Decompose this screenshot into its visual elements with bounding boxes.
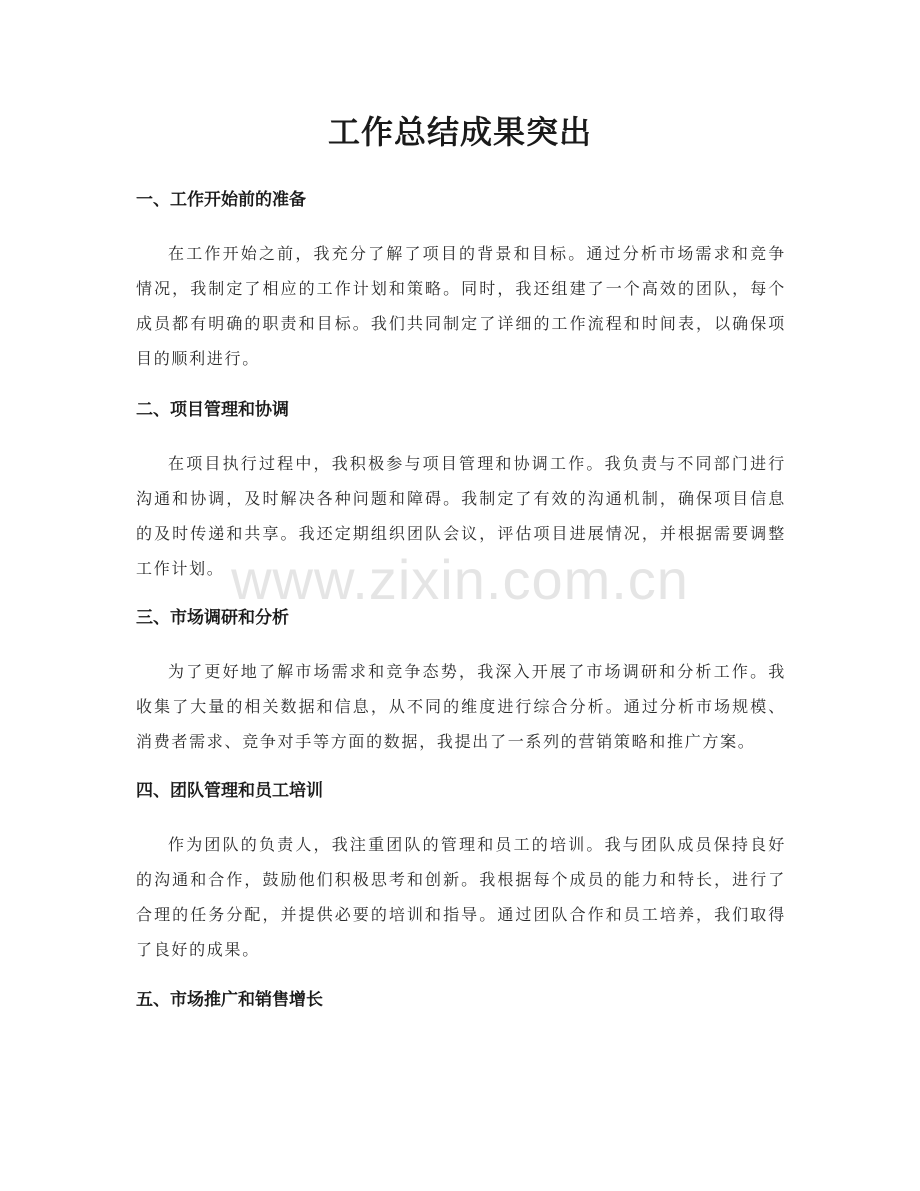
section-heading: 二、项目管理和协调 [136,400,289,420]
watermark: www.zixin.com.cn [231,548,689,611]
section-project-management [136,397,786,586]
section-market-research [136,605,786,759]
section-paragraph: 在工作开始之前，我充分了解了项目的背景和目标。通过分析市场需求和竞争情况，我制定了相应的工作计划和策略。同时，我还组建了一个高效的团队，每个成员都有明确的职责和目标。我们共同制定了详细的工作流程和时间表，以确保项目的顺利进行。 [136,244,786,368]
section-marketing-sales [136,987,786,1013]
section-heading: 五、市场推广和销售增长 [136,990,323,1010]
section-team-management [136,778,786,967]
section-work-preparation [136,187,786,376]
section-heading: 一、工作开始前的准备 [136,190,306,210]
section-paragraph: 在项目执行过程中，我积极参与项目管理和协调工作。我负责与不同部门进行沟通和协调，及时解决各种问题和障碍。我制定了有效的沟通机制，确保项目信息的及时传递和共享。我还定期组织团队会议，评估项目进展情况，并根据需要调整工作计划。 [136,454,786,578]
section-paragraph: 为了更好地了解市场需求和竞争态势，我深入开展了市场调研和分析工作。我收集了大量的相关数据和信息，从不同的维度进行综合分析。通过分析市场规模、消费者需求、竞争对手等方面的数据，我提出了一系列的营销策略和推广方案。 [136,662,786,751]
section-heading: 三、市场调研和分析 [136,608,289,628]
section-paragraph: 作为团队的负责人，我注重团队的管理和员工的培训。我与团队成员保持良好的沟通和合作，鼓励他们积极思考和创新。我根据每个成员的能力和特长，进行了合理的任务分配，并提供必要的培训和指导。通过团队合作和员工培养，我们取得了良好的成果。 [136,835,786,959]
section-heading: 四、团队管理和员工培训 [136,781,323,801]
document-title: 工作总结成果突出 [327,113,592,151]
